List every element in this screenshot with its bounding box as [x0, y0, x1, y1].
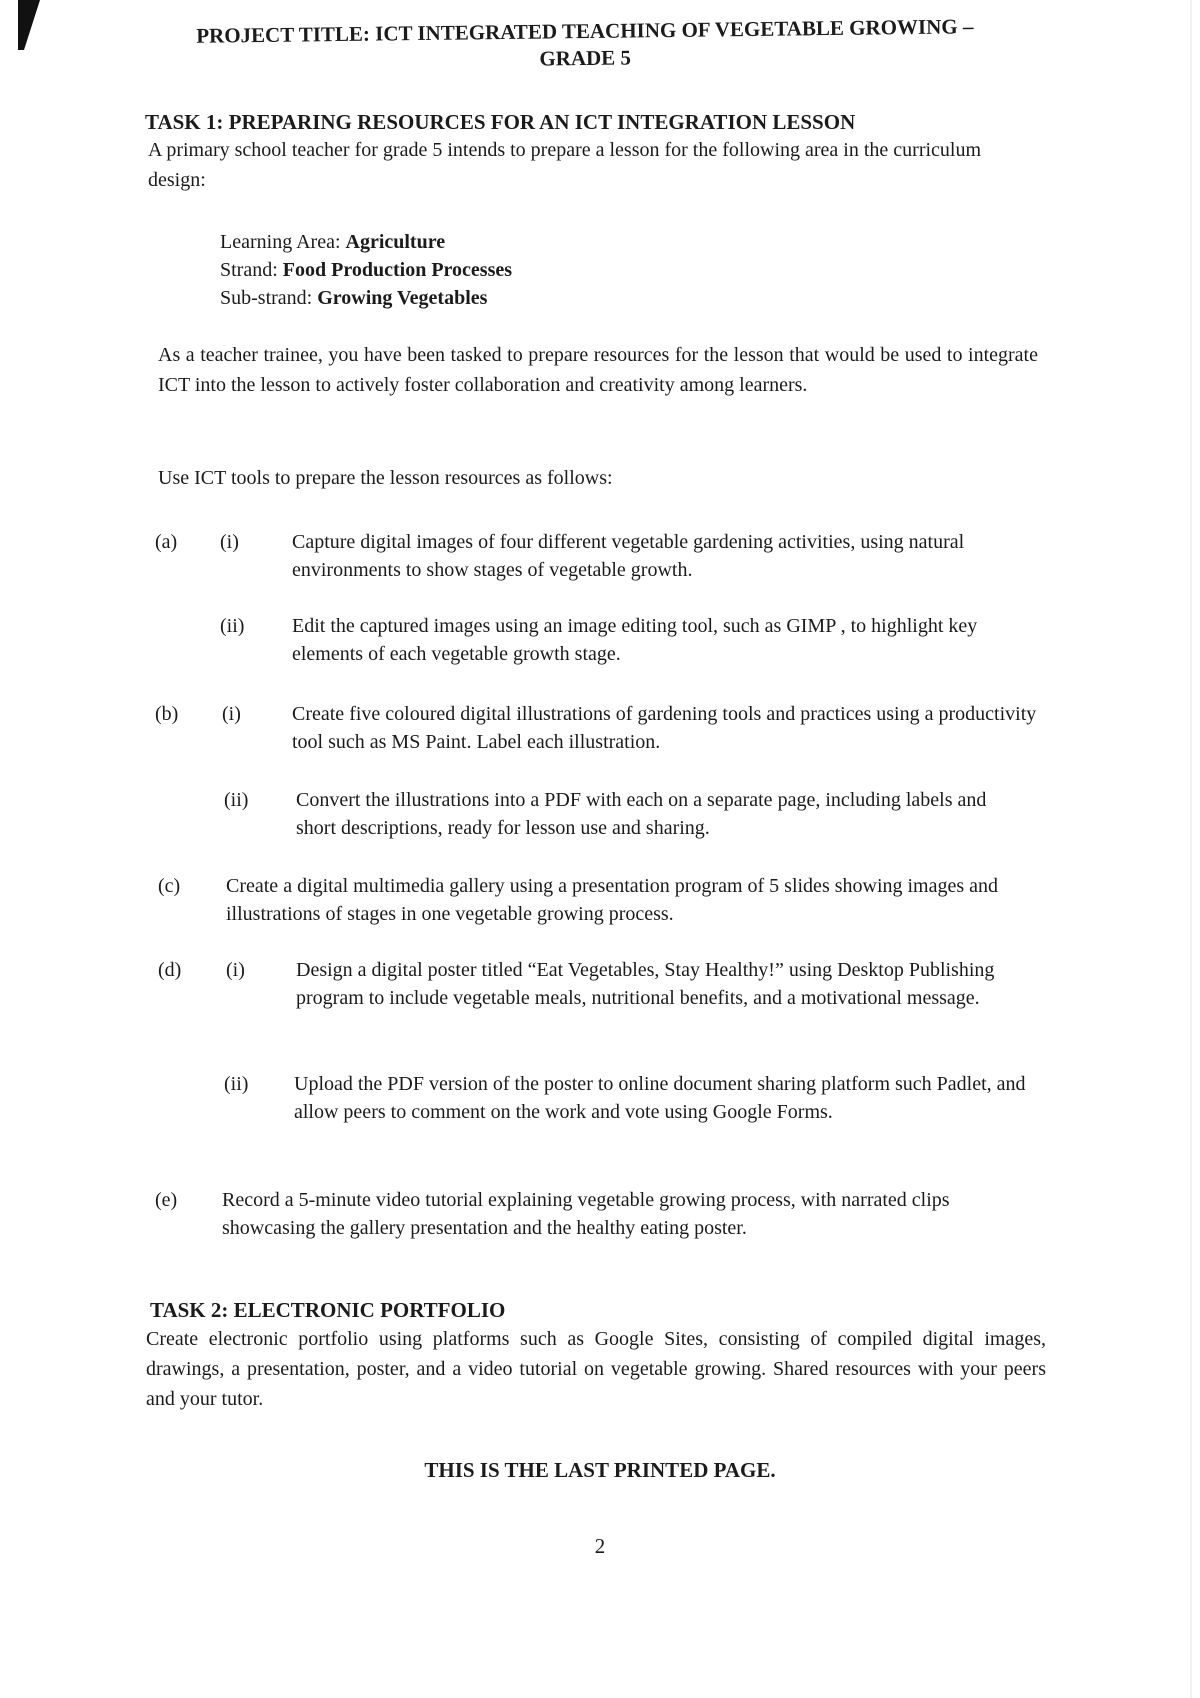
task1-intro: A primary school teacher for grade 5 intends to prepare a lesson for the following area in the curriculum design:	[148, 139, 982, 191]
item-c-label: (c)	[158, 875, 181, 897]
trainee-paragraph: As a teacher trainee, you have been tasked to prepare resources for the lesson that would be used to integrate ICT into the lesson to actively foster collaboration and creativity among learners.	[158, 344, 1038, 396]
learning-area-line	[220, 228, 512, 256]
task1-heading: TASK 1: PREPARING RESOURCES FOR AN ICT INTEGRATION LESSON	[145, 110, 856, 134]
item-a-ii-text: Edit the captured images using an image editing tool, such as GIMP , to highlight key elements of each vegetable growth stage.	[292, 615, 978, 665]
item-b-ii-label: (ii)	[224, 789, 249, 811]
page-number: 2	[594, 1534, 606, 1558]
project-title	[130, 12, 1041, 78]
item-e-text: Record a 5-minute video tutorial explaining vegetable growing process, with narrated clips showcasing the gallery presentation and the healthy eating poster.	[222, 1189, 950, 1239]
item-d-i-text: Design a digital poster titled “Eat Vegetables, Stay Healthy!” using Desktop Publishing program to include vegetable meals, nutritional benefits, and a motivational message.	[296, 959, 995, 1009]
learning-area-label: Learning Area:	[220, 231, 346, 253]
item-c-text: Create a digital multimedia gallery using a presentation program of 5 slides showing images and illustrations of stages in one vegetable growing process.	[226, 875, 999, 925]
item-a-ii-label: (ii)	[220, 615, 245, 637]
strand-value: Food Production Processes	[282, 259, 513, 281]
curriculum-details	[220, 228, 512, 312]
item-d-label: (d)	[158, 959, 182, 981]
task2-heading: TASK 2: ELECTRONIC PORTFOLIO	[150, 1298, 506, 1322]
substrand-value: Growing Vegetables	[317, 287, 488, 309]
substrand-line	[220, 284, 512, 312]
item-a-i-text: Capture digital images of four different vegetable gardening activities, using natural environments to show stages of vegetable growth.	[292, 531, 965, 581]
item-a-label: (a)	[155, 531, 178, 553]
item-b-i-text: Create five coloured digital illustrations of gardening tools and practices using a productivity tool such as MS Paint. Label each illustration.	[292, 703, 1037, 753]
last-page-note: THIS IS THE LAST PRINTED PAGE.	[424, 1458, 776, 1482]
learning-area-value: Agriculture	[345, 231, 446, 253]
item-d-ii-label: (ii)	[224, 1073, 249, 1095]
scan-corner-mark	[18, 0, 40, 50]
item-a-i-label: (i)	[220, 531, 239, 553]
item-b-i-label: (i)	[222, 703, 241, 725]
item-e-label: (e)	[155, 1189, 178, 1211]
project-title-line2: GRADE 5	[539, 45, 632, 71]
substrand-label: Sub-strand:	[220, 287, 318, 309]
project-title-line1: PROJECT TITLE: ICT INTEGRATED TEACHING OF VEGETABLE GROWING –	[196, 14, 974, 48]
strand-line	[220, 256, 512, 284]
item-d-i-label: (i)	[226, 959, 245, 981]
strand-label: Strand:	[220, 259, 283, 281]
item-d-ii-text: Upload the PDF version of the poster to online document sharing platform such Padlet, and allow peers to comment on the work and vote using Google Forms.	[294, 1073, 1026, 1123]
item-b-label: (b)	[155, 703, 179, 725]
item-b-ii-text: Convert the illustrations into a PDF with each on a separate page, including labels and short descriptions, ready for lesson use and sharing.	[296, 789, 987, 839]
instruction-text: Use ICT tools to prepare the lesson resources as follows:	[158, 467, 613, 489]
scan-edge	[1190, 0, 1192, 1698]
task2-text: Create electronic portfolio using platforms such as Google Sites, consisting of compiled digital images, drawings, a presentation, poster, and a video tutorial on vegetable growing. Shared resources with your peers and your tutor.	[146, 1328, 1046, 1410]
